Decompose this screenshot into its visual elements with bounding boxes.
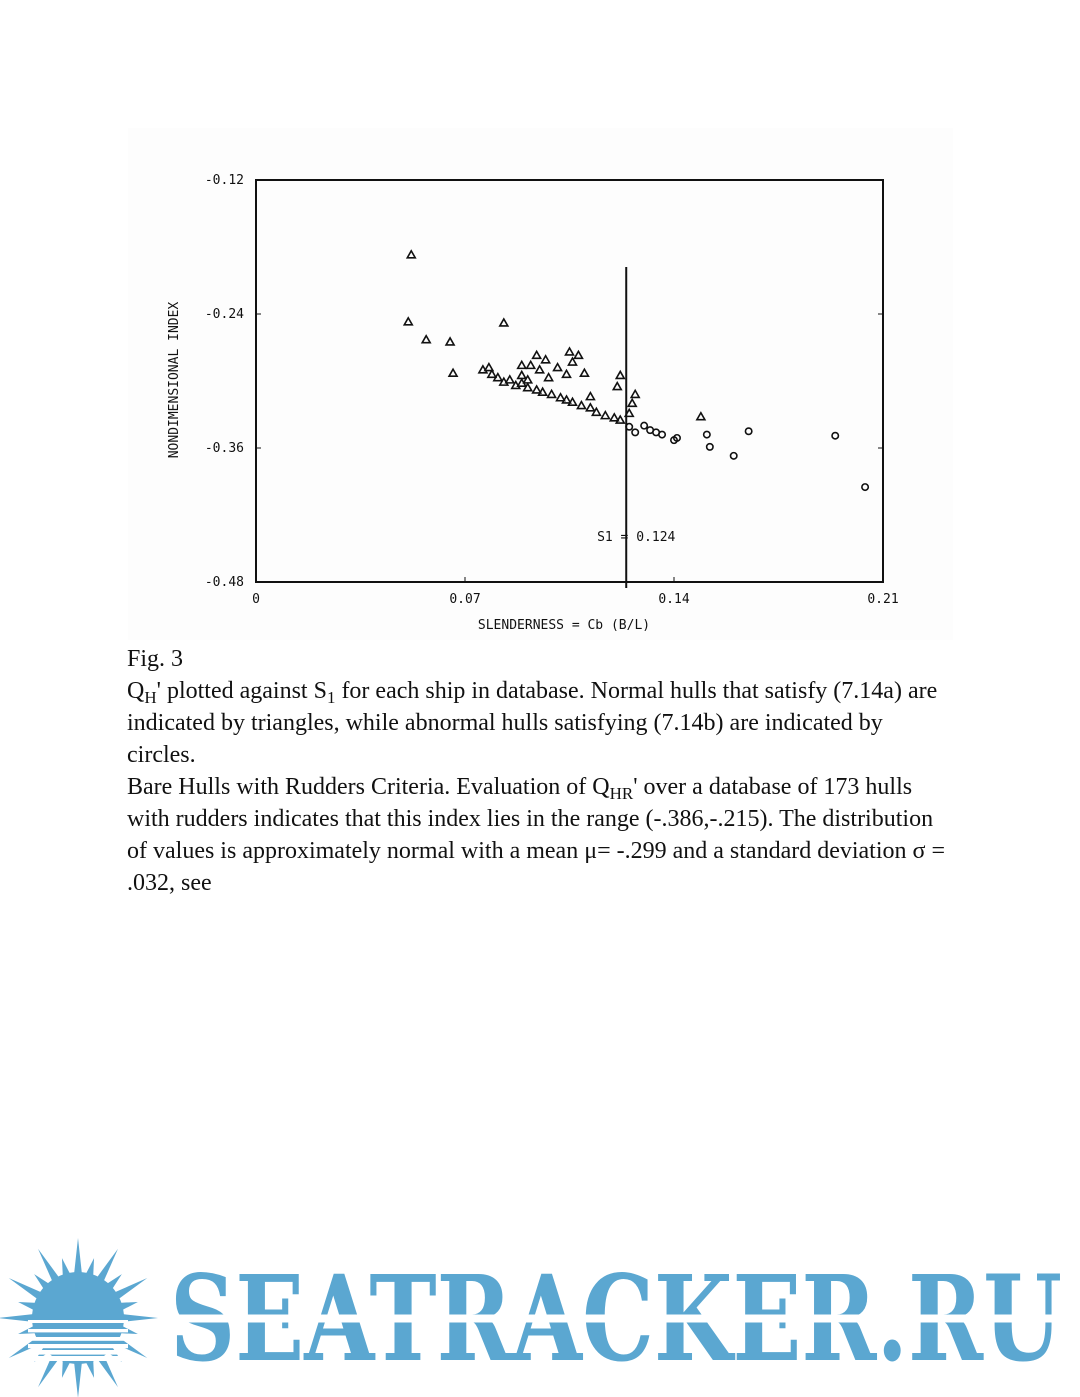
threshold-label: S1 = 0.124	[597, 530, 676, 545]
y-axis-label: NONDIMENSIONAL INDEX	[167, 301, 182, 459]
caption-mid: ' plotted against S	[156, 678, 327, 704]
figure-caption	[127, 675, 957, 771]
y-tick-label: -0.48	[204, 575, 244, 590]
body-start: Bare Hulls with Rudders Criteria. Evaluation of Q	[127, 774, 610, 800]
sun-ray	[38, 1249, 60, 1282]
x-tick-label: 0.14	[658, 592, 690, 607]
sun-ray	[114, 1278, 147, 1300]
y-tick-label: -0.36	[204, 441, 244, 456]
x-tick-label: 0	[252, 592, 260, 607]
x-axis-label: SLENDERNESS = Cb (B/L)	[477, 618, 651, 633]
scatter-chart	[0, 0, 1080, 640]
sun-ray	[96, 1249, 118, 1282]
body-subscript: HR	[609, 784, 634, 803]
horizon-line	[28, 1329, 128, 1332]
body-rest: ' over a database of 173 hulls with rudders indicates that this index lies in the range (-.386,-.215). The distribution of values is approximately normal with a mean μ= -.299 and a standard deviation σ = .032, see	[127, 774, 945, 896]
y-tick-label: -0.12	[204, 173, 244, 188]
caption-s-subscript: 1	[326, 688, 336, 707]
watermark-text: SEATRACKER.RU	[170, 1249, 1062, 1388]
caption-q: Q	[127, 678, 145, 704]
sun-ray	[74, 1362, 82, 1397]
y-tick-label: -0.24	[204, 307, 244, 322]
caption-rest: for each ship in database. Normal hulls that satisfy (7.14a) are indicated by triangles, while abnormal hulls satisfying (7.14b) are indicated by circles.	[127, 678, 938, 768]
x-tick-label: 0.21	[867, 592, 899, 607]
horizon-line	[28, 1356, 128, 1361]
sun-ray	[74, 1238, 82, 1274]
figure-label: Fig. 3	[127, 646, 184, 672]
document-text	[127, 643, 957, 899]
sun-icon	[0, 1238, 158, 1397]
horizon-line	[28, 1337, 128, 1341]
horizon-line	[28, 1350, 128, 1355]
body-paragraph	[127, 771, 957, 899]
caption-q-subscript: H	[144, 688, 157, 707]
seatracker-watermark-logo	[0, 1230, 1080, 1397]
horizon-line	[28, 1344, 128, 1348]
figure-background	[128, 128, 953, 640]
sun-ray	[9, 1278, 42, 1300]
x-tick-label: 0.07	[449, 592, 481, 607]
horizon-line	[28, 1320, 128, 1323]
